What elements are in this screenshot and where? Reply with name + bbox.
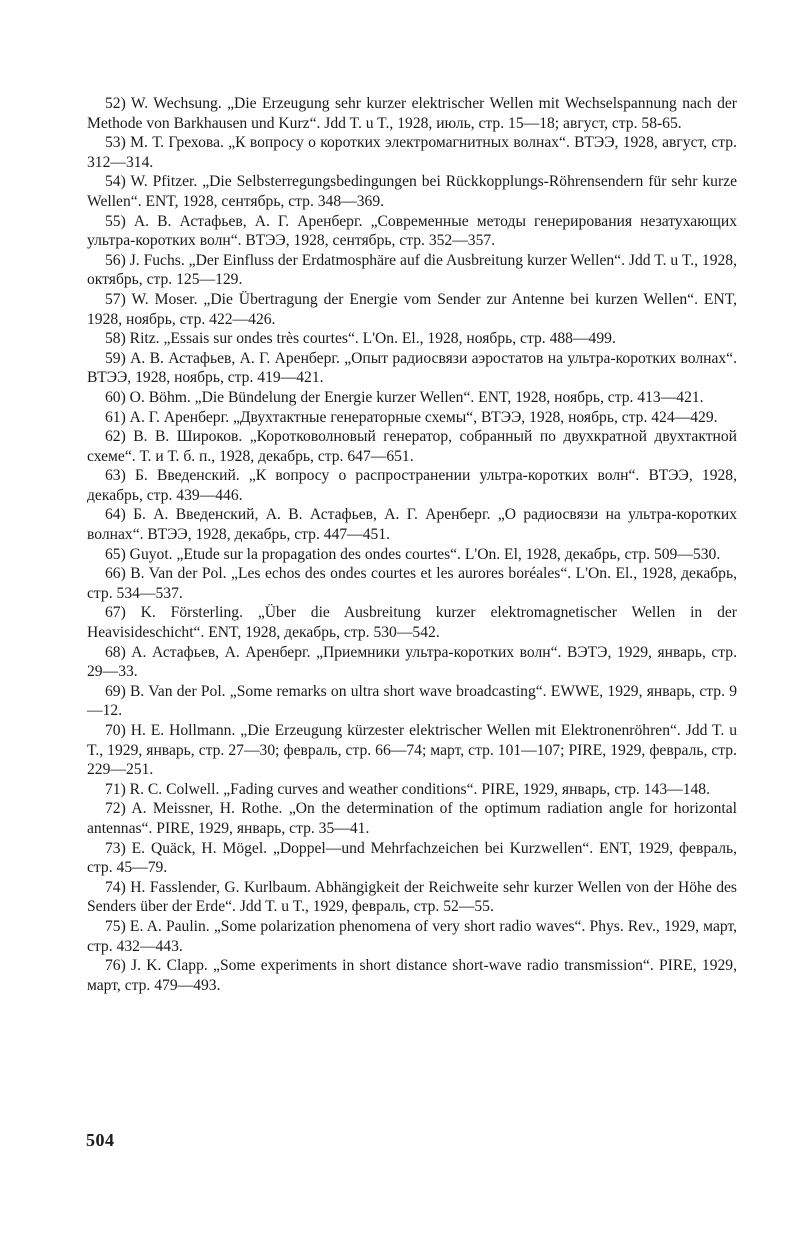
reference-entry: 65) Guyot. „Etude sur la propagation des ondes courtes“. L'On. El, 1928, декабрь, стр. 509—530.: [105, 545, 721, 563]
reference-entry: 58) Ritz. „Essais sur ondes très courtes“. L'On. El., 1928, ноябрь, стр. 488—499.: [105, 330, 616, 348]
reference-entry: 66) B. Van der Pol. „Les echos des ondes courtes et les aurores boréales“. L'On. El., 1928, декабрь, стр. 534—537.: [87, 565, 737, 602]
reference-entry: 53) М. Т. Грехова. „К вопросу о коротких электромагнитных волнах“. ВТЭЭ, 1928, август, стр. 312—314.: [87, 134, 737, 171]
reference-entry: 56) J. Fuchs. „Der Einfluss der Erdatmosphäre auf die Ausbreitung kurzer Wellen“. Jdd T. u T., 1928, октябрь, стр. 125—129.: [87, 251, 737, 289]
reference-entry: 59) А. В. Астафьев, А. Г. Аренберг. „Опыт радиосвязи аэростатов на ультра-коротких волнах“. ВТЭЭ, 1928, ноябрь, стр. 419—421.: [87, 349, 737, 387]
reference-entry: 72) A. Meissner, H. Rothe. „On the determination of the optimum radiation angle for horizontal antennas“. PIRE, 1929, январь, стр. 35—41.: [87, 800, 737, 837]
reference-entry: 76) J. K. Clapp. „Some experiments in short distance short-wave radio transmission“. PIRE, 1929, март, стр. 479—493.: [87, 957, 737, 994]
reference-entry: 69) B. Van der Pol. „Some remarks on ultra short wave broadcasting“. EWWE, 1929, январь, стр. 9—12.: [87, 682, 737, 720]
reference-entry: 73) E. Quäck, H. Mögel. „Doppel—und Mehrfachzeichen bei Kurzwellen“. ENT, 1929, февраль, стр. 45—79.: [87, 839, 737, 877]
reference-entry: 61) А. Г. Аренберг. „Двухтактные генераторные схемы“, ВТЭЭ, 1928, ноябрь, стр. 424—429.: [105, 408, 718, 426]
reference-entry: 52) W. Wechsung. „Die Erzeugung sehr kurzer elektrischer Wellen mit Wechselspannung nach der Methode von Barkhausen und Kurz“. Jdd T. u T., 1928, июль, стр. 15—18; август, стр. 58-65.: [87, 95, 737, 132]
reference-entry: 63) Б. Введенский. „К вопросу о распространении ультра-коротких волн“. ВТЭЭ, 1928, декабрь, стр. 439—446.: [87, 467, 737, 504]
reference-entry: 54) W. Pfitzer. „Die Selbsterregungsbedingungen bei Rückkopplungs-Röhrensendern für sehr kurze Wellen“. ENT, 1928, сентябрь, стр. 348—369.: [87, 173, 737, 210]
reference-entry: 75) E. A. Paulin. „Some polarization phenomena of very short radio waves“. Phys. Rev., 1929, март, стр. 432—443.: [87, 917, 737, 955]
reference-entry: 71) R. C. Colwell. „Fading curves and weather conditions“. PIRE, 1929, январь, стр. 143—148.: [105, 780, 711, 798]
page-number: 504: [86, 1130, 115, 1150]
reference-entry: 67) K. Försterling. „Über die Ausbreitung kurzer elektromagnetischer Wellen in der Heavisideschicht“. ENT, 1928, декабрь, стр. 530—542.: [87, 604, 737, 642]
reference-entry: 57) W. Moser. „Die Übertragung der Energie vom Sender zur Antenne bei kurzen Wellen“. ENT, 1928, ноябрь, стр. 422—426.: [87, 290, 737, 328]
reference-entry: 74) H. Fasslender, G. Kurlbaum. Abhängigkeit der Reichweite sehr kurzer Wellen von der Höhe des Senders über der Erde“. Jdd T. u T., 1929, февраль, стр. 52—55.: [87, 878, 737, 916]
reference-entry: 62) В. В. Широков. „Коротковолновый генератор, собранный по двухкратной двухтактной схеме“. Т. и Т. б. п., 1928, декабрь, стр. 647—651.: [87, 428, 737, 465]
reference-entry: 70) H. E. Hollmann. „Die Erzeugung kürzester elektrischer Wellen mit Elektronenröhren“. Jdd T. u T., 1929, январь, стр. 27—30; февраль, стр. 66—74; март, стр. 101—107; PIRE, 1929, февраль, стр. 229—251.: [87, 722, 737, 779]
reference-entry: 55) А. В. Астафьев, А. Г. Аренберг. „Современные методы генерирования незатухающих ультра-коротких волн“. ВТЭЭ, 1928, сентябрь, стр. 352—357.: [87, 212, 737, 250]
reference-entry: 68) А. Астафьев, А. Аренберг. „Приемники ультра-коротких волн“. ВЭТЭ, 1929, январь, стр. 29—33.: [87, 643, 737, 681]
reference-list-page: [87, 94, 737, 995]
reference-entry: 64) Б. А. Введенский, А. В. Астафьев, А. Г. Аренберг. „О радиосвязи на ультра-коротких волнах“. ВТЭЭ, 1928, декабрь, стр. 447—451.: [87, 506, 737, 544]
reference-list: [87, 94, 737, 995]
reference-entry: 60) O. Böhm. „Die Bündelung der Energie kurzer Wellen“. ENT, 1928, ноябрь, стр. 413—421.: [105, 388, 704, 406]
